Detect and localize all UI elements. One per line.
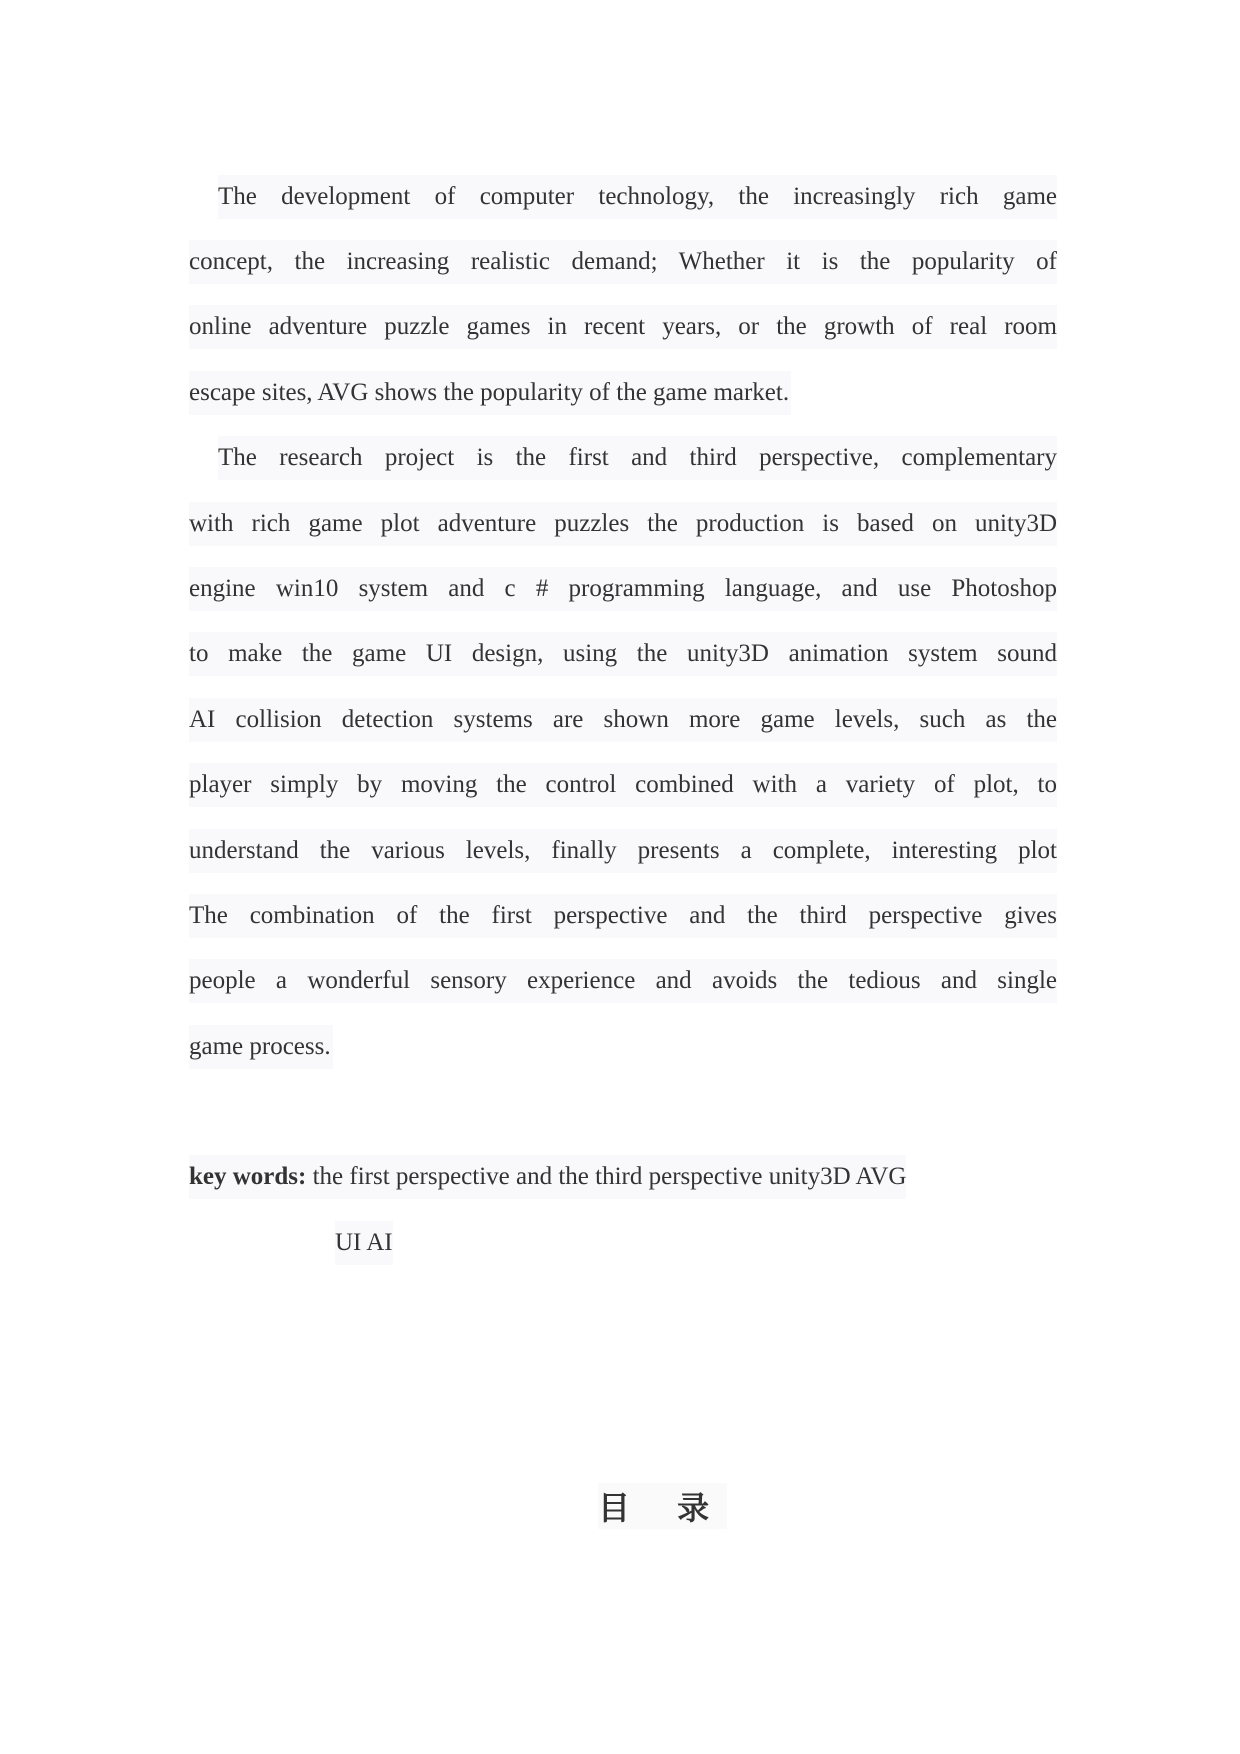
text-line: The development of computer technology, the increasingly rich game bbox=[218, 175, 1057, 219]
keywords-continued: UI AI bbox=[335, 1221, 393, 1265]
text-line: AI collision detection systems are shown more game levels, such as the bbox=[189, 698, 1057, 742]
text-line: The research project is the first and third perspective, complementary bbox=[218, 436, 1057, 480]
text-line: people a wonderful sensory experience and avoids the tedious and single bbox=[189, 959, 1057, 1003]
toc-heading: 目 录 bbox=[598, 1483, 727, 1529]
text-line: player simply by moving the control combined with a variety of plot, to bbox=[189, 763, 1057, 807]
keywords-label: key words: bbox=[189, 1163, 307, 1190]
text-line: understand the various levels, finally presents a complete, interesting plot bbox=[189, 829, 1057, 873]
keywords-text: the first perspective and the third perspective unity3D AVG bbox=[312, 1163, 907, 1190]
text-line: game process. bbox=[189, 1025, 333, 1069]
text-line: engine win10 system and c # programming language, and use Photoshop bbox=[189, 567, 1057, 611]
text-line: to make the game UI design, using the unity3D animation system sound bbox=[189, 632, 1057, 676]
text-line: online adventure puzzle games in recent years, or the growth of real room bbox=[189, 305, 1057, 349]
text-line: concept, the increasing realistic demand; Whether it is the popularity of bbox=[189, 240, 1057, 284]
keywords bbox=[189, 1155, 906, 1199]
text-line: with rich game plot adventure puzzles the production is based on unity3D bbox=[189, 502, 1057, 546]
text-line: escape sites, AVG shows the popularity of the game market. bbox=[189, 371, 791, 415]
text-line: The combination of the first perspective and the third perspective gives bbox=[189, 894, 1057, 938]
